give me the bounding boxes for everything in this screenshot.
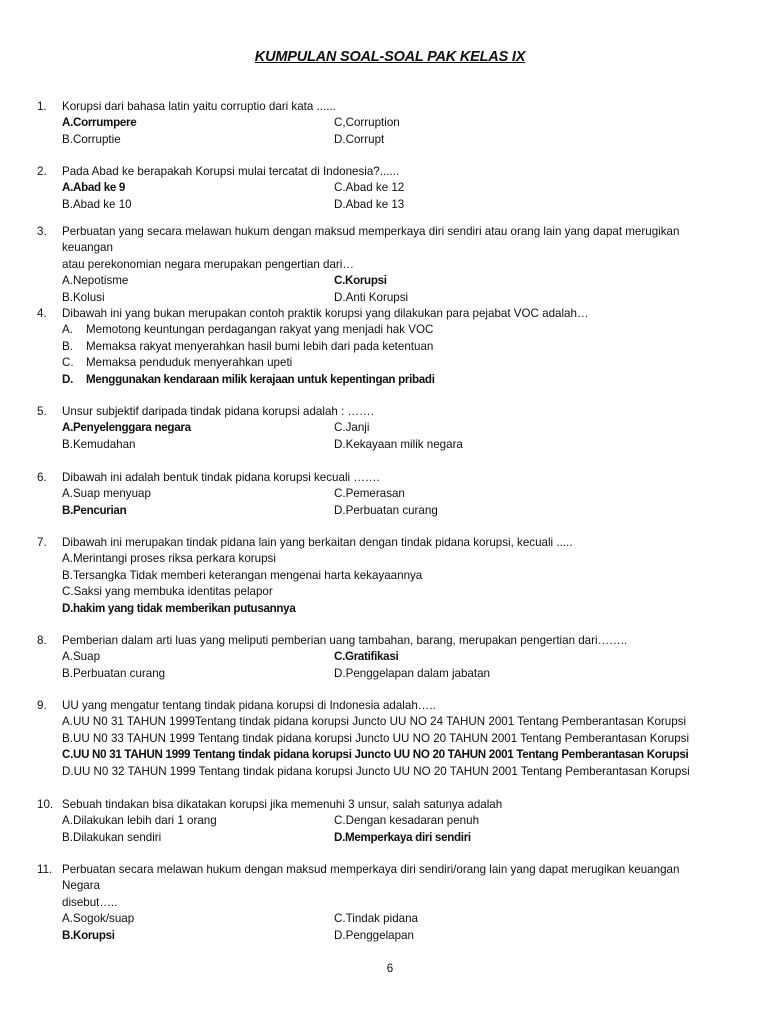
- option-c-answer: C.UU N0 31 TAHUN 1999 Tentang tindak pidana korupsi Juncto UU NO 20 TAHUN 2001 Tentang Pemberantasan Korupsi: [62, 748, 689, 762]
- question-11: [37, 862, 717, 944]
- option-d: D.Penggelapan: [334, 928, 414, 942]
- question-number: 2.: [37, 165, 47, 178]
- option-b: B.Tersangka Tidak memberi keterangan mengenai harta kekayaannya: [62, 568, 423, 582]
- question-5: [37, 404, 717, 453]
- question-stem-line-1: Perbuatan secara melawan hukum dengan maksud memperkaya diri sendiri/orang lain yang dapat merugikan keuangan Negara: [62, 863, 680, 893]
- option-c: C.Janji: [334, 421, 370, 435]
- question-2: [37, 164, 717, 213]
- option-d: D.Perbuatan curang: [334, 503, 438, 517]
- question-stem-line-2: disebut…..: [62, 895, 118, 909]
- option-a: A. Memotong keuntungan perdagangan rakyat yang menjadi hak VOC: [62, 323, 434, 337]
- option-b: B.Kemudahan: [62, 437, 136, 451]
- option-a: A.Dilakukan lebih dari 1 orang: [62, 814, 217, 828]
- question-stem: UU yang mengatur tentang tindak pidana korupsi di Indonesia adalah…..: [62, 699, 436, 712]
- option-c-answer: C.Gratifikasi: [334, 650, 399, 664]
- page-number: 6: [386, 962, 394, 975]
- option-a: A.Nepotisme: [62, 274, 129, 288]
- option-b: B.Kolusi: [62, 290, 105, 304]
- option-b: B.Dilakukan sendiri: [62, 830, 162, 844]
- option-b: B.Abad ke 10: [62, 197, 132, 211]
- option-d: D.UU N0 32 TAHUN 1999 Tentang tindak pidana korupsi Juncto UU NO 20 TAHUN 2001 Tentang Pemberantasan Korupsi: [62, 764, 690, 778]
- question-number: 10.: [37, 798, 54, 811]
- question-1: [37, 99, 717, 148]
- option-d: D.Abad ke 13: [334, 197, 405, 211]
- option-a: A.Sogok/suap: [62, 912, 135, 926]
- option-b: B.Corruptie: [62, 132, 121, 146]
- question-4: [37, 306, 717, 388]
- question-stem: Pemberian dalam arti luas yang meliputi pemberian uang tambahan, barang, merupakan pengertian dari……..: [62, 634, 628, 647]
- option-a-answer: A.Penyelenggara negara: [62, 421, 191, 435]
- question-number: 1.: [37, 100, 47, 113]
- option-d: D.Penggelapan dalam jabatan: [334, 666, 490, 680]
- question-3: [37, 224, 717, 306]
- option-c-answer: C.Korupsi: [334, 274, 387, 288]
- question-number: 3.: [37, 225, 47, 238]
- question-stem: Sebuah tindakan bisa dikatakan korupsi jika memenuhi 3 unsur, salah satunya adalah: [62, 798, 503, 811]
- question-stem: Unsur subjektif daripada tindak pidana korupsi adalah : …….: [62, 405, 374, 418]
- option-c: C.Saksi yang membuka identitas pelapor: [62, 585, 273, 599]
- option-b: B.Perbuatan curang: [62, 666, 166, 680]
- question-9: [37, 698, 717, 780]
- option-c: C,Corruption: [334, 116, 400, 130]
- option-a: A.Suap: [62, 650, 101, 664]
- question-7: [37, 535, 717, 617]
- question-number: 4.: [37, 307, 47, 320]
- option-a: A.Merintangi proses riksa perkara korupsi: [62, 552, 276, 566]
- page-title: KUMPULAN SOAL-SOAL PAK KELAS IX: [254, 49, 526, 65]
- question-number: 7.: [37, 536, 47, 549]
- option-a: A.Suap menyuap: [62, 487, 151, 501]
- question-stem: Dibawah ini merupakan tindak pidana lain yang berkaitan dengan tindak pidana korupsi, kecuali .....: [62, 536, 573, 549]
- option-c: C.Dengan kesadaran penuh: [334, 814, 480, 828]
- question-stem: Pada Abad ke berapakah Korupsi mulai tercatat di Indonesia?......: [62, 165, 400, 178]
- option-d-answer: D.hakim yang tidak memberikan putusannya: [62, 601, 296, 615]
- option-d: D.Corrupt: [334, 132, 385, 146]
- option-a-answer: A.Abad ke 9: [62, 181, 126, 195]
- question-number: 11.: [37, 863, 53, 876]
- question-number: 5.: [37, 405, 47, 418]
- question-8: [37, 633, 717, 682]
- option-a-answer: A.Corrumpere: [62, 116, 137, 130]
- option-b: B.UU N0 33 TAHUN 1999 Tentang tindak pidana korupsi Juncto UU NO 20 TAHUN 2001 Tentang Pemberantasan Korupsi: [62, 731, 690, 745]
- question-10: [37, 797, 717, 846]
- option-b-answer: B.Korupsi: [62, 928, 115, 942]
- question-stem: Dibawah ini yang bukan merupakan contoh praktik korupsi yang dilakukan para pejabat VOC adalah…: [62, 307, 589, 320]
- question-stem-line-2: atau perekonomian negara merupakan pengertian dari…: [62, 257, 354, 271]
- option-d-answer: D.Memperkaya diri sendiri: [334, 830, 471, 844]
- question-stem: Korupsi dari bahasa latin yaitu corruptio dari kata ......: [62, 100, 336, 113]
- option-d: D.Kekayaan milik negara: [334, 437, 463, 451]
- question-6: [37, 470, 717, 519]
- option-b-answer: B.Pencurian: [62, 503, 127, 517]
- option-d-answer: D. Menggunakan kendaraan milik kerajaan untuk kepentingan pribadi: [62, 372, 435, 386]
- option-c: C. Memaksa penduduk menyerahkan upeti: [62, 356, 293, 370]
- option-c: C.Tindak pidana: [334, 912, 418, 926]
- question-stem-line-1: Perbuatan yang secara melawan hukum dengan maksud memperkaya diri sendiri atau orang lain yang dapat merugikan keuangan: [62, 225, 680, 255]
- option-d: D.Anti Korupsi: [334, 290, 409, 304]
- question-number: 6.: [37, 471, 47, 484]
- question-number: 8.: [37, 634, 47, 647]
- option-c: C.Pemerasan: [334, 487, 405, 501]
- option-a: A.UU N0 31 TAHUN 1999Tentang tindak pidana korupsi Juncto UU NO 24 TAHUN 2001 Tentang Pemberantasan Korupsi: [62, 715, 687, 729]
- question-stem: Dibawah ini adalah bentuk tindak pidana korupsi kecuali …….: [62, 471, 380, 484]
- question-number: 9.: [37, 699, 47, 712]
- option-b: B. Memaksa rakyat menyerahkan hasil bumi lebih dari pada ketentuan: [62, 339, 434, 353]
- option-c: C.Abad ke 12: [334, 181, 405, 195]
